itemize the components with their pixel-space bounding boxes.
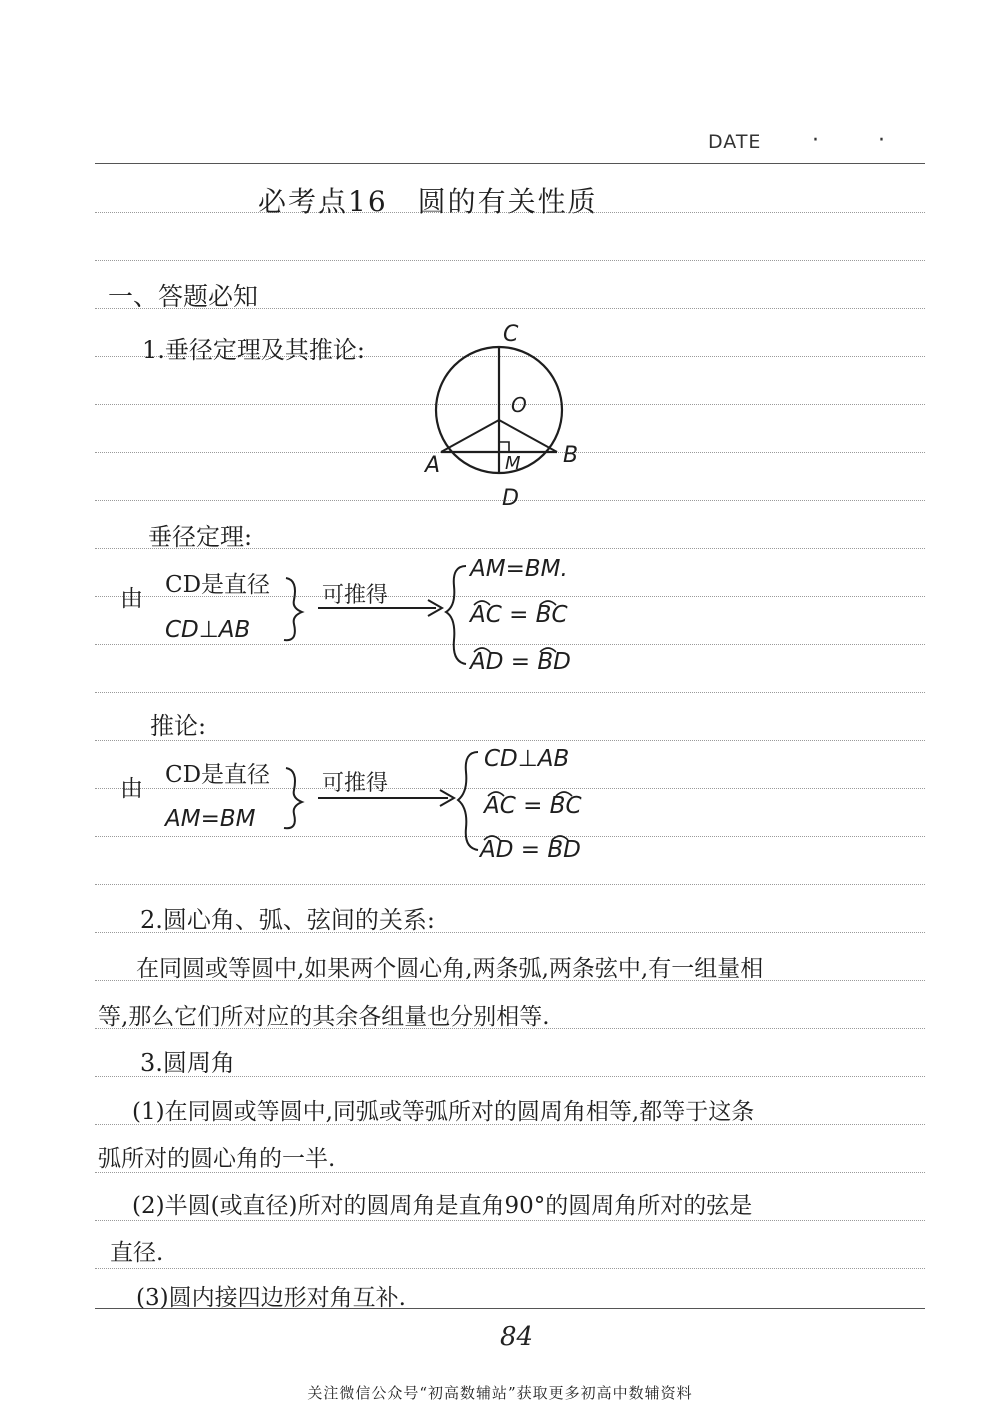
item2-line-2: 等,那么它们所对应的其余各组量也分别相等. bbox=[98, 1004, 550, 1030]
theorem-arrow-label: 可推得 bbox=[322, 583, 389, 608]
item3-p2-line-2: 直径. bbox=[110, 1240, 164, 1266]
corollary-you: 由 bbox=[120, 776, 143, 802]
page-number: 84 bbox=[500, 1322, 534, 1352]
item3-p1-line-2: 弧所对的圆心角的一半. bbox=[98, 1146, 336, 1172]
theorem-result-3: AD = BD bbox=[470, 649, 571, 675]
item1-heading: 1.垂径定理及其推论: bbox=[142, 336, 365, 364]
corollary-result-2: AC = BC bbox=[484, 793, 582, 819]
corollary-result-3: AD = BD bbox=[480, 837, 581, 863]
page-title: 必考点16 圆的有关性质 bbox=[258, 185, 598, 218]
item3-p1-line-1: (1)在同圆或等圆中,同弧或等弧所对的圆周角相等,都等于这条 bbox=[132, 1099, 755, 1125]
date-dots: · · bbox=[812, 128, 911, 153]
corollary-cond1: CD是直径 bbox=[165, 762, 271, 788]
item2-heading: 2.圆心角、弧、弦间的关系: bbox=[140, 906, 435, 934]
theorem-result-1: AM=BM. bbox=[470, 556, 568, 582]
item3-heading: 3.圆周角 bbox=[140, 1049, 235, 1077]
corollary-result-1: CD⊥AB bbox=[484, 746, 570, 772]
item3-p3: (3)圆内接四边形对角互补. bbox=[136, 1285, 406, 1311]
item2-line-1: 在同圆或等圆中,如果两个圆心角,两条弧,两条弦中,有一组量相 bbox=[136, 956, 764, 982]
footer-note: 关注微信公众号“初高数辅站”获取更多初高中数辅资料 bbox=[307, 1384, 693, 1402]
theorem-cond1: CD是直径 bbox=[165, 572, 271, 598]
date-label: DATE bbox=[708, 131, 762, 153]
theorem-you: 由 bbox=[120, 586, 143, 612]
theorem-cond2: CD⊥AB bbox=[165, 617, 251, 643]
corollary-arrow-label: 可推得 bbox=[322, 771, 389, 796]
theorem-heading: 垂径定理: bbox=[148, 523, 253, 551]
point-m-label: M bbox=[505, 453, 521, 474]
point-b-label: B bbox=[563, 443, 579, 468]
point-d-label: D bbox=[502, 486, 519, 511]
corollary-heading: 推论: bbox=[150, 712, 207, 740]
point-c-label: C bbox=[503, 322, 519, 347]
point-a-label: A bbox=[425, 453, 441, 478]
theorem-result-2: AC = BC bbox=[470, 602, 568, 628]
item3-p2-line-1: (2)半圆(或直径)所对的圆周角是直角90°的圆周角所对的弦是 bbox=[132, 1193, 753, 1219]
corollary-cond2: AM=BM bbox=[165, 806, 256, 832]
section-heading: 一、答题必知 bbox=[108, 282, 259, 311]
point-o-label: O bbox=[511, 393, 527, 417]
